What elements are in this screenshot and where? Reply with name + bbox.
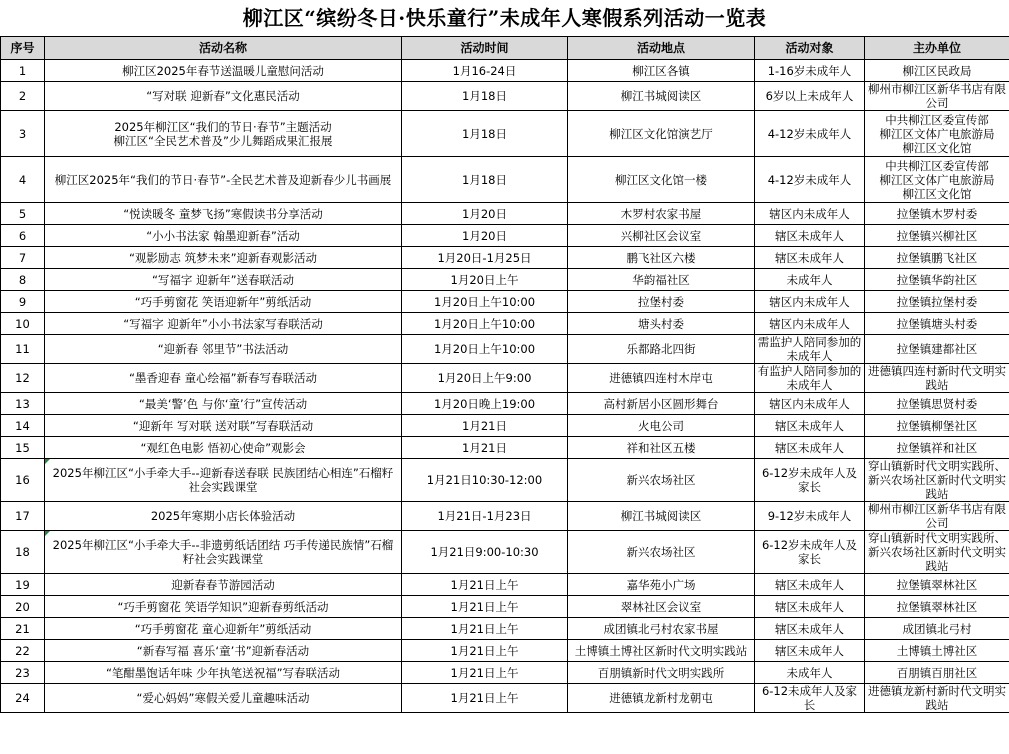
cell-org[interactable]: 穿山镇新时代文明实践所、新兴农场社区新时代文明实践站 — [865, 459, 1009, 502]
cell-no[interactable]: 13 — [1, 393, 45, 415]
header-cell-place[interactable]: 活动地点 — [568, 37, 755, 60]
cell-place[interactable]: 华韵福社区 — [568, 269, 755, 291]
cell-no[interactable]: 8 — [1, 269, 45, 291]
cell-place[interactable]: 兴柳社区会议室 — [568, 225, 755, 247]
cell-name[interactable]: “悦读暖冬 童梦飞扬”寒假读书分享活动 — [45, 203, 402, 225]
cell-name[interactable]: “迎新春 邻里节”书法活动 — [45, 335, 402, 364]
cell-name[interactable]: 2025年柳江区“我们的节日·春节”主题活动 柳江区“全民艺术普及”少儿舞蹈成果汇报展 — [45, 111, 402, 157]
cell-place[interactable]: 塘头村委 — [568, 313, 755, 335]
table-row — [1, 502, 1009, 531]
cell-target[interactable]: 辖区内未成年人 — [755, 393, 865, 415]
cell-target[interactable]: 有监护人陪同参加的未成年人 — [755, 364, 865, 393]
cell-target[interactable]: 9-12岁未成年人 — [755, 502, 865, 531]
cell-place[interactable]: 柳江书城阅读区 — [568, 82, 755, 111]
cell-place[interactable]: 木罗村农家书屋 — [568, 203, 755, 225]
cell-name[interactable]: “巧手剪窗花 童心迎新年”剪纸活动 — [45, 618, 402, 640]
cell-time[interactable]: 1月21日上午 — [402, 662, 568, 684]
cell-name[interactable]: 2025年寒期小店长体验活动 — [45, 502, 402, 531]
cell-time[interactable]: 1月21日上午 — [402, 618, 568, 640]
header-cell-no[interactable]: 序号 — [1, 37, 45, 60]
cell-place[interactable]: 高村新居小区圆形舞台 — [568, 393, 755, 415]
cell-no[interactable]: 21 — [1, 618, 45, 640]
cell-org[interactable]: 柳州市柳江区新华书店有限公司 — [865, 502, 1009, 531]
cell-name[interactable]: “迎新年 写对联 送对联”写春联活动 — [45, 415, 402, 437]
table-row — [1, 269, 1009, 291]
cell-no[interactable]: 10 — [1, 313, 45, 335]
cell-name[interactable]: “笔酣墨饱话年味 少年执笔送祝福”写春联活动 — [45, 662, 402, 684]
cell-time[interactable]: 1月21日上午 — [402, 684, 568, 713]
cell-name[interactable]: 柳江区2025年“我们的节日·春节”-全民艺术普及迎新春少儿书画展 — [45, 157, 402, 203]
cell-place[interactable]: 祥和社区五楼 — [568, 437, 755, 459]
table-row — [1, 203, 1009, 225]
cell-time[interactable]: 1月21日上午 — [402, 574, 568, 596]
cell-no[interactable]: 18 — [1, 531, 45, 574]
cell-target[interactable]: 6-12岁未成年人及家长 — [755, 531, 865, 574]
cell-place[interactable]: 新兴农场社区 — [568, 459, 755, 502]
cell-time[interactable]: 1月21日9:00-10:30 — [402, 531, 568, 574]
cell-time[interactable]: 1月18日 — [402, 157, 568, 203]
table-row — [1, 111, 1009, 157]
cell-org[interactable]: 柳江区民政局 — [865, 60, 1009, 82]
cell-place[interactable]: 百朋镇新时代文明实践所 — [568, 662, 755, 684]
cell-place[interactable]: 新兴农场社区 — [568, 531, 755, 574]
table-row — [1, 82, 1009, 111]
cell-time[interactable]: 1月20日上午 — [402, 269, 568, 291]
cell-time[interactable]: 1月20日上午9:00 — [402, 364, 568, 393]
cell-no[interactable]: 2 — [1, 82, 45, 111]
table-row — [1, 364, 1009, 393]
cell-target[interactable]: 4-12岁未成年人 — [755, 157, 865, 203]
cell-no[interactable]: 11 — [1, 335, 45, 364]
cell-place[interactable]: 成团镇北弓村农家书屋 — [568, 618, 755, 640]
cell-org[interactable]: 土博镇土博社区 — [865, 640, 1009, 662]
cell-org[interactable]: 百朋镇百朋社区 — [865, 662, 1009, 684]
cell-target[interactable]: 6-12岁未成年人及家长 — [755, 459, 865, 502]
cell-org[interactable]: 拉堡镇思贤村委 — [865, 393, 1009, 415]
cell-no[interactable]: 7 — [1, 247, 45, 269]
header-cell-time[interactable]: 活动时间 — [402, 37, 568, 60]
cell-place[interactable]: 乐都路北四街 — [568, 335, 755, 364]
cell-no[interactable]: 9 — [1, 291, 45, 313]
cell-no[interactable]: 24 — [1, 684, 45, 713]
cell-org[interactable]: 成团镇北弓村 — [865, 618, 1009, 640]
cell-org[interactable]: 拉堡镇建都社区 — [865, 335, 1009, 364]
cell-name[interactable]: “写福字 迎新年”小小书法家写春联活动 — [45, 313, 402, 335]
cell-place[interactable]: 进德镇龙新村龙朝屯 — [568, 684, 755, 713]
table-row — [1, 247, 1009, 269]
cell-no[interactable]: 17 — [1, 502, 45, 531]
table-row — [1, 225, 1009, 247]
cell-no[interactable]: 6 — [1, 225, 45, 247]
cell-place[interactable]: 柳江区各镇 — [568, 60, 755, 82]
cell-org[interactable]: 拉堡镇柳堡社区 — [865, 415, 1009, 437]
cell-org[interactable]: 中共柳江区委宣传部 柳江区文体广电旅游局 柳江区文化馆 — [865, 157, 1009, 203]
table-body — [1, 60, 1009, 713]
header-row — [1, 37, 1009, 60]
cell-no[interactable]: 23 — [1, 662, 45, 684]
cell-org[interactable]: 拉堡镇鹏飞社区 — [865, 247, 1009, 269]
cell-time[interactable]: 1月20日晚上19:00 — [402, 393, 568, 415]
cell-time[interactable]: 1月18日 — [402, 82, 568, 111]
cell-org[interactable]: 拉堡镇祥和社区 — [865, 437, 1009, 459]
cell-no[interactable]: 20 — [1, 596, 45, 618]
table-row — [1, 574, 1009, 596]
cell-time[interactable]: 1月21日上午 — [402, 640, 568, 662]
header-cell-org[interactable]: 主办单位 — [865, 37, 1009, 60]
cell-place[interactable]: 进德镇四连村木岸屯 — [568, 364, 755, 393]
cell-target[interactable]: 辖区未成年人 — [755, 225, 865, 247]
cell-target[interactable]: 1-16岁未成年人 — [755, 60, 865, 82]
cell-org[interactable]: 穿山镇新时代文明实践所、新兴农场社区新时代文明实践站 — [865, 531, 1009, 574]
cell-org[interactable]: 拉堡镇华韵社区 — [865, 269, 1009, 291]
cell-target[interactable]: 未成年人 — [755, 662, 865, 684]
cell-place[interactable]: 柳江区文化馆演艺厅 — [568, 111, 755, 157]
cell-target[interactable]: 辖区内未成年人 — [755, 203, 865, 225]
cell-target[interactable]: 辖区未成年人 — [755, 640, 865, 662]
cell-target[interactable]: 6岁以上未成年人 — [755, 82, 865, 111]
cell-name[interactable]: “写福字 迎新年”送春联活动 — [45, 269, 402, 291]
cell-time[interactable]: 1月20日上午10:00 — [402, 335, 568, 364]
page-title: 柳江区“缤纷冬日·快乐童行”未成年人寒假系列活动一览表 — [242, 6, 767, 30]
cell-place[interactable]: 鹏飞社区六楼 — [568, 247, 755, 269]
cell-place[interactable]: 嘉华苑小广场 — [568, 574, 755, 596]
cell-no[interactable]: 16 — [1, 459, 45, 502]
cell-name[interactable]: “观影励志 筑梦未来”迎新春观影活动 — [45, 247, 402, 269]
cell-place[interactable]: 火电公司 — [568, 415, 755, 437]
cell-target[interactable]: 辖区内未成年人 — [755, 291, 865, 313]
cell-org[interactable]: 进德镇四连村新时代文明实践站 — [865, 364, 1009, 393]
table-row — [1, 415, 1009, 437]
cell-org[interactable]: 进德镇龙新村新时代文明实践站 — [865, 684, 1009, 713]
cell-time[interactable]: 1月18日 — [402, 111, 568, 157]
cell-no[interactable]: 15 — [1, 437, 45, 459]
cell-time[interactable]: 1月21日 — [402, 415, 568, 437]
table-row — [1, 393, 1009, 415]
cell-target[interactable]: 需监护人陪同参加的未成年人 — [755, 335, 865, 364]
cell-org[interactable]: 拉堡镇翠林社区 — [865, 596, 1009, 618]
cell-time[interactable]: 1月20日-1月25日 — [402, 247, 568, 269]
table-row — [1, 531, 1009, 574]
cell-name[interactable]: 2025年柳江区“小手牵大手--迎新春送春联 民族团结心相连”石榴籽社会实践课堂 — [45, 459, 402, 502]
cell-target[interactable]: 辖区内未成年人 — [755, 313, 865, 335]
cell-time[interactable]: 1月21日 — [402, 437, 568, 459]
cell-target[interactable]: 6-12未成年人及家长 — [755, 684, 865, 713]
cell-name[interactable]: 迎新春春节游园活动 — [45, 574, 402, 596]
table-row — [1, 335, 1009, 364]
cell-org[interactable]: 拉堡镇塘头村委 — [865, 313, 1009, 335]
cell-org[interactable]: 拉堡镇兴柳社区 — [865, 225, 1009, 247]
cell-target[interactable]: 辖区未成年人 — [755, 618, 865, 640]
cell-org[interactable]: 拉堡镇拉堡村委 — [865, 291, 1009, 313]
cell-place[interactable]: 柳江书城阅读区 — [568, 502, 755, 531]
cell-name[interactable]: “小小书法家 翰墨迎新春”活动 — [45, 225, 402, 247]
cell-name[interactable]: “墨香迎春 童心绘福”新春写春联活动 — [45, 364, 402, 393]
cell-time[interactable]: 1月21日-1月23日 — [402, 502, 568, 531]
cell-no[interactable]: 19 — [1, 574, 45, 596]
cell-no[interactable]: 5 — [1, 203, 45, 225]
header-cell-name[interactable]: 活动名称 — [45, 37, 402, 60]
cell-name[interactable]: “巧手剪窗花 笑语学知识”迎新春剪纸活动 — [45, 596, 402, 618]
cell-org[interactable]: 拉堡镇木罗村委 — [865, 203, 1009, 225]
cell-name[interactable]: “巧手剪窗花 笑语迎新年”剪纸活动 — [45, 291, 402, 313]
cell-org[interactable]: 拉堡镇翠林社区 — [865, 574, 1009, 596]
cell-name[interactable]: “爱心妈妈”寒假关爱儿童趣味活动 — [45, 684, 402, 713]
cell-target[interactable]: 4-12岁未成年人 — [755, 111, 865, 157]
cell-target[interactable]: 辖区未成年人 — [755, 596, 865, 618]
table-row — [1, 459, 1009, 502]
cell-target[interactable]: 辖区未成年人 — [755, 247, 865, 269]
cell-time[interactable]: 1月16-24日 — [402, 60, 568, 82]
cell-place[interactable]: 拉堡村委 — [568, 291, 755, 313]
header-cell-target[interactable]: 活动对象 — [755, 37, 865, 60]
table-row — [1, 684, 1009, 713]
table-row — [1, 640, 1009, 662]
cell-no[interactable]: 1 — [1, 60, 45, 82]
cell-time[interactable]: 1月20日上午10:00 — [402, 291, 568, 313]
cell-org[interactable]: 柳州市柳江区新华书店有限公司 — [865, 82, 1009, 111]
cell-name[interactable]: “最美‘警’色 与你‘童’行”宣传活动 — [45, 393, 402, 415]
table-row — [1, 596, 1009, 618]
cell-name[interactable]: 柳江区2025年春节送温暖儿童慰问活动 — [45, 60, 402, 82]
cell-target[interactable]: 未成年人 — [755, 269, 865, 291]
table-row — [1, 60, 1009, 82]
cell-no[interactable]: 22 — [1, 640, 45, 662]
activity-table — [0, 36, 1009, 713]
cell-target[interactable]: 辖区未成年人 — [755, 574, 865, 596]
table-row — [1, 291, 1009, 313]
cell-time[interactable]: 1月21日上午 — [402, 596, 568, 618]
cell-time[interactable]: 1月21日10:30-12:00 — [402, 459, 568, 502]
cell-name[interactable]: “新春写福 喜乐‘童’书”迎新春活动 — [45, 640, 402, 662]
cell-name[interactable]: “观红色电影 悟初心使命”观影会 — [45, 437, 402, 459]
cell-target[interactable]: 辖区未成年人 — [755, 437, 865, 459]
cell-place[interactable]: 柳江区文化馆一楼 — [568, 157, 755, 203]
cell-place[interactable]: 翠林社区会议室 — [568, 596, 755, 618]
cell-place[interactable]: 土博镇土博社区新时代文明实践站 — [568, 640, 755, 662]
cell-name[interactable]: 2025年柳江区“小手牵大手--非遗剪纸话团结 巧手传递民族情”石榴籽社会实践课堂 — [45, 531, 402, 574]
cell-target[interactable]: 辖区未成年人 — [755, 415, 865, 437]
table-row — [1, 313, 1009, 335]
cell-name[interactable]: “写对联 迎新春”文化惠民活动 — [45, 82, 402, 111]
cell-time[interactable]: 1月20日 — [402, 203, 568, 225]
table-row — [1, 157, 1009, 203]
cell-no[interactable]: 12 — [1, 364, 45, 393]
cell-no[interactable]: 3 — [1, 111, 45, 157]
cell-time[interactable]: 1月20日上午10:00 — [402, 313, 568, 335]
cell-time[interactable]: 1月20日 — [402, 225, 568, 247]
table-row — [1, 662, 1009, 684]
table-row — [1, 618, 1009, 640]
cell-org[interactable]: 中共柳江区委宣传部 柳江区文体广电旅游局 柳江区文化馆 — [865, 111, 1009, 157]
cell-no[interactable]: 14 — [1, 415, 45, 437]
cell-no[interactable]: 4 — [1, 157, 45, 203]
table-row — [1, 437, 1009, 459]
